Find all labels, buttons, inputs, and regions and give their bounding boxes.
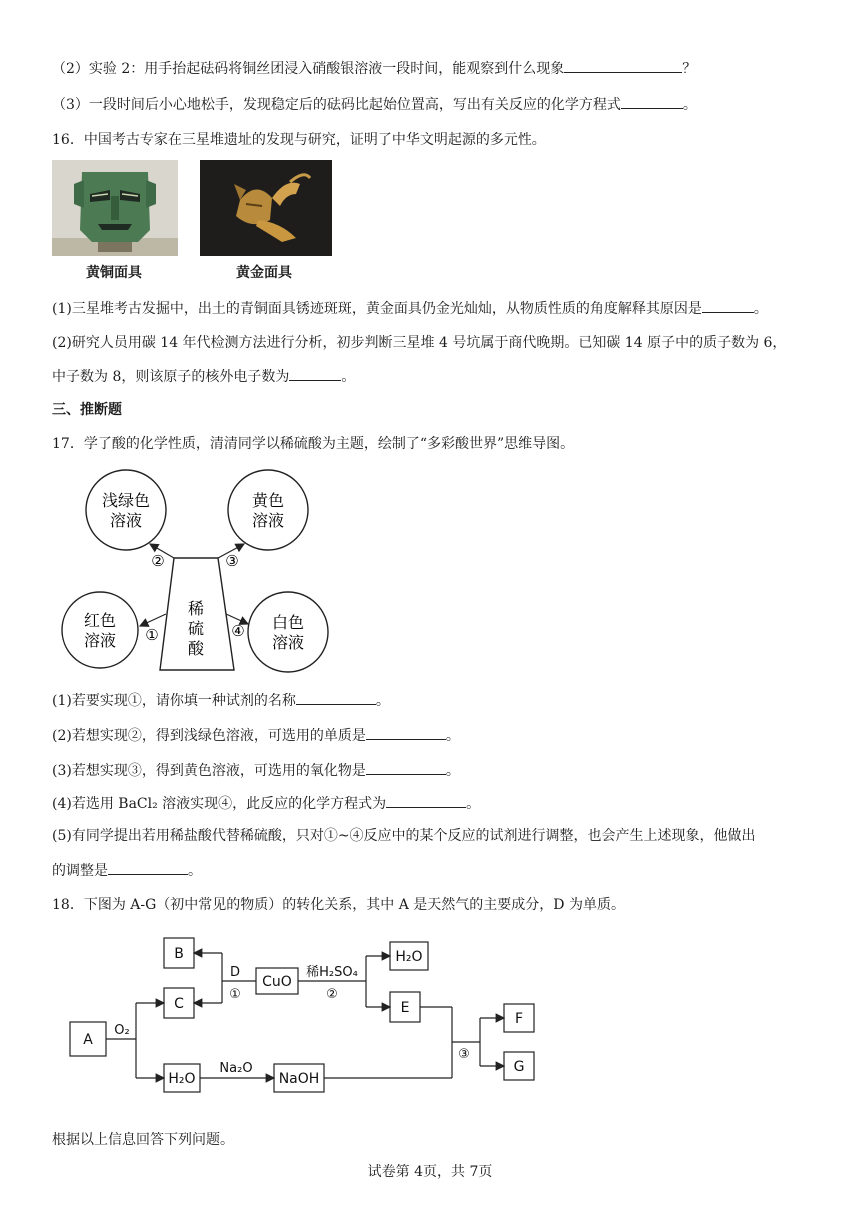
bronze-mask-photo — [52, 160, 178, 256]
answer-blank[interactable] — [289, 366, 341, 381]
box-NaOH-label: NaOH — [278, 1071, 320, 1087]
box-H2O-bottom-label: H₂O — [168, 1071, 196, 1087]
circle-light-green — [86, 470, 166, 550]
label-mark-1: ① — [229, 987, 241, 1002]
box-C-label: C — [174, 996, 184, 1012]
gold-mask-caption: 黄金面具 — [236, 265, 292, 281]
q17-stem: 17．学了酸的化学性质，清清同学以稀硫酸为主题，绘制了“多彩酸世界”思维导图。 — [52, 436, 575, 452]
circle-yellow-text-1: 黄色 — [251, 491, 285, 510]
q16-part1: (1)三星堆考古发掘中，出土的青铜面具锈迹斑斑，黄金面具仍金光灿灿，从物质性质的角度解释其原因是 。 — [52, 298, 768, 319]
q17-p4: (4)若选用 BaCl₂ 溶液实现④，此反应的化学方程式为 。 — [52, 793, 480, 814]
circle-light-green-text-2: 溶液 — [109, 511, 143, 530]
acid-label-3: 酸 — [187, 639, 205, 658]
circle-white-text-2: 溶液 — [271, 633, 305, 652]
acid-label-2: 硫 — [187, 619, 205, 638]
page-footer: 试卷第 4页，共 7页 — [367, 1164, 493, 1180]
box-G-label: G — [513, 1059, 525, 1075]
q17-p5-line1: (5)有同学提出若用稀盐酸代替稀硫酸，只对①~④反应中的某个反应的试剂进行调整，也会产生上述现象，他做出 — [52, 828, 756, 844]
answer-blank[interactable] — [702, 298, 754, 313]
circle-yellow-text-2: 溶液 — [251, 511, 285, 530]
box-H2O-top-label: H₂O — [395, 949, 423, 965]
label-Na2O: Na₂O — [219, 1061, 253, 1076]
answer-blank[interactable] — [621, 94, 683, 109]
q17-p5-line2: 的调整是 。 — [52, 860, 202, 881]
q16-part2-line1: (2)研究人员用碳 14 年代检测方法进行分析，初步判断三星堆 4 号坑属于商代晚期。已知碳 14 原子中的质子数为 6， — [52, 335, 787, 351]
box-B-label: B — [174, 946, 184, 962]
answer-blank[interactable] — [366, 760, 446, 775]
label-mark-3: ③ — [458, 1047, 470, 1062]
acid-mind-map — [56, 462, 346, 678]
label-O2: O₂ — [114, 1023, 130, 1038]
gold-mask-image — [200, 160, 332, 256]
mark-1: ① — [145, 626, 159, 644]
circle-light-green-text-1: 浅绿色 — [101, 491, 151, 510]
q15-part3: （3）一段时间后小心地松手，发现稳定后的砝码比起始位置高，写出有关反应的化学方程式 。 — [52, 94, 697, 115]
gold-mask-photo — [200, 160, 332, 256]
box-E-label: E — [400, 1000, 410, 1016]
arrow-1 — [140, 614, 166, 626]
bronze-mask-caption: 黄铜面具 — [86, 265, 142, 281]
label-D: D — [229, 965, 241, 980]
mark-4: ④ — [231, 622, 245, 640]
mark-2: ② — [151, 552, 165, 570]
box-F-label: F — [514, 1011, 524, 1027]
q16-stem: 16．中国考古专家在三星堆遗址的发现与研究，证明了中华文明起源的多元性。 — [52, 132, 546, 148]
bronze-mask-image — [52, 160, 178, 256]
circle-white-text-1: 白色 — [271, 613, 305, 632]
box-CuO-label: CuO — [262, 974, 292, 990]
q16-part2-line2: 中子数为 8，则该原子的核外电子数为 。 — [52, 366, 355, 387]
label-mark-2: ② — [326, 987, 338, 1002]
label-dilute-sulfuric: 稀H₂SO₄ — [306, 965, 358, 980]
mark-3: ③ — [225, 552, 239, 570]
conversion-diagram — [60, 930, 550, 1098]
answer-blank[interactable] — [386, 793, 466, 808]
q15-part2: （2）实验 2：用手抬起砝码将铜丝团浸入硝酸银溶液一段时间，能观察到什么现象 ？ — [52, 58, 696, 79]
q18-stem: 18．下图为 A-G（初中常见的物质）的转化关系，其中 A 是天然气的主要成分，D 为单质。 — [52, 897, 625, 913]
answer-blank[interactable] — [108, 860, 188, 875]
q17-p2: (2)若想实现②，得到浅绿色溶液，可选用的单质是 。 — [52, 725, 460, 746]
q17-p1: (1)若要实现①，请你填一种试剂的名称 。 — [52, 690, 390, 711]
box-A-label: A — [83, 1032, 93, 1048]
q17-p3: (3)若想实现③，得到黄色溶液，可选用的氧化物是 。 — [52, 760, 460, 781]
circle-yellow — [228, 470, 308, 550]
answer-blank[interactable] — [366, 725, 446, 740]
circle-red-text-2: 溶液 — [83, 631, 117, 650]
acid-label-1: 稀 — [187, 599, 205, 618]
circle-white — [248, 592, 328, 672]
section-heading: 三、推断题 — [52, 402, 122, 418]
q18-after: 根据以上信息回答下列问题。 — [52, 1132, 234, 1148]
circle-red-text-1: 红色 — [83, 611, 117, 630]
circle-red — [62, 592, 138, 668]
answer-blank[interactable] — [296, 690, 376, 705]
answer-blank[interactable] — [564, 58, 682, 73]
